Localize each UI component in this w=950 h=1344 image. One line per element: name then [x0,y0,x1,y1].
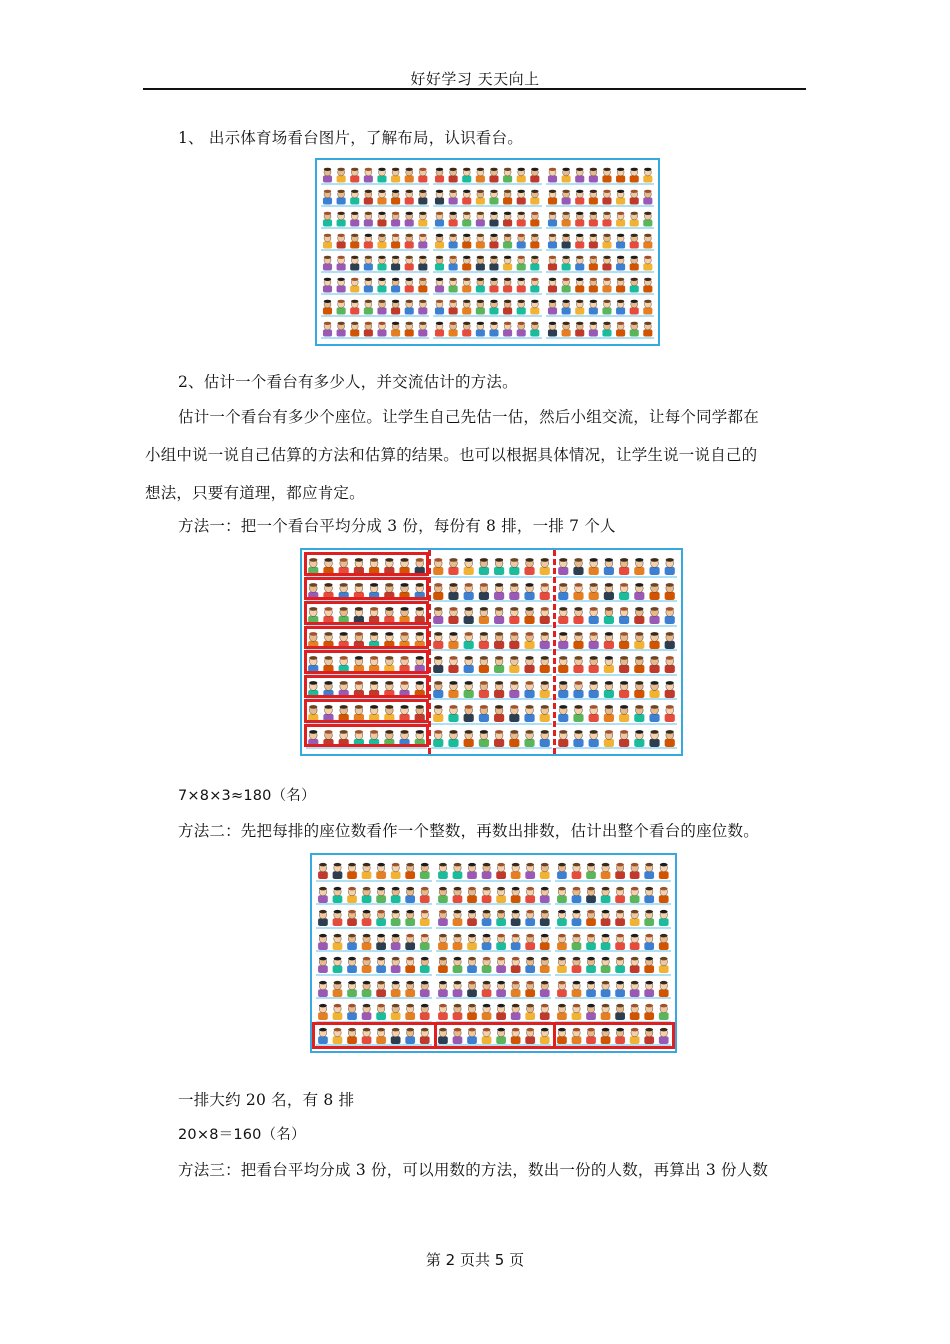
page-footer: 第 2 页共 5 页 [425,1251,525,1269]
highlight-row-box [304,675,429,699]
seat-row [433,165,541,185]
seat-row [431,653,552,676]
seat-row [431,580,552,603]
paragraph-body-line3: 想法，只要有道理，都应肯定。 [145,484,365,502]
seat-row [556,727,677,750]
seat-row [321,253,429,273]
seat-row [433,319,541,339]
method-three-text: 方法三：把看台平均分成 3 份，可以用数的方法，数出一份的人数，再算出 3 份人数 [178,1161,769,1179]
highlight-row-box [304,626,429,650]
seat-row [433,231,541,251]
seat-row [555,907,671,929]
seat-row [436,1001,552,1023]
seat-row [321,297,429,317]
seat-row [436,931,552,953]
seat-row [436,884,552,906]
highlight-row-box [304,724,429,748]
seat-row [556,702,677,725]
seat-row [546,231,654,251]
seat-row [555,860,671,882]
seat-row [431,604,552,627]
row-section-divider [553,1022,556,1050]
seat-row [555,931,671,953]
highlight-row-box [304,601,429,625]
seat-row [555,884,671,906]
seat-row [316,1001,432,1023]
equation-method-two: 20×8＝160（名） [178,1127,306,1143]
seat-row [546,209,654,229]
method-two-text: 方法二：先把每排的座位数看作一个整数，再数出排数，估计出整个看台的座位数。 [178,822,759,840]
paragraph-body-line1: 估计一个看台有多少个座位。让学生自己先估一估，然后小组交流，让每个同学都在 [178,408,759,426]
equation-method-one: 7×8×3≈180（名） [178,788,316,804]
seat-row [431,555,552,578]
seat-row [546,165,654,185]
seat-row [555,1001,671,1023]
seat-row [433,187,541,207]
highlight-row-box [304,577,429,601]
seat-row [316,884,432,906]
seat-row [556,629,677,652]
highlight-row-box [304,699,429,723]
seat-row [436,860,552,882]
seat-row [431,629,552,652]
paragraph-step1: 1、 出示体育场看台图片，了解布局，认识看台。 [178,129,523,147]
seat-row [433,209,541,229]
seat-row [556,604,677,627]
seat-row [321,209,429,229]
seat-row [433,275,541,295]
seat-row [316,954,432,976]
seat-row [321,275,429,295]
seat-row [316,860,432,882]
seat-row [556,653,677,676]
section-divider-dashed [553,550,556,754]
seat-row [436,907,552,929]
seat-row [555,954,671,976]
stadium-stands-image [315,158,660,346]
row-section-divider [434,1022,437,1050]
seat-row [556,678,677,701]
seat-row [436,978,552,1000]
paragraph-step2: 2、估计一个看台有多少人，并交流估计的方法。 [178,373,518,391]
seat-row [436,954,552,976]
highlight-row-box [304,552,429,576]
seat-row [316,978,432,1000]
section-divider-dashed [428,550,431,754]
seat-row [321,319,429,339]
seat-row [546,319,654,339]
seat-row [546,297,654,317]
method-one-text: 方法一：把一个看台平均分成 3 份，每份有 8 排，一排 7 个人 [178,517,616,535]
seat-row [431,678,552,701]
stadium-stands-divided-image [300,548,683,756]
header-divider [143,88,806,90]
highlight-row-box [304,650,429,674]
stadium-stands-one-row-image [310,853,677,1053]
seat-row [546,275,654,295]
header-text: 好好学习 天天向上 [410,70,540,88]
seat-row [546,253,654,273]
seat-row [431,727,552,750]
seat-row [433,297,541,317]
seat-row [321,231,429,251]
seat-row [433,253,541,273]
method-two-row-estimate: 一排大约 20 名，有 8 排 [178,1091,355,1109]
seat-row [546,187,654,207]
seat-row [321,187,429,207]
seat-row [321,165,429,185]
seat-row [316,907,432,929]
seat-row [556,555,677,578]
paragraph-body-line2: 小组中说一说自己估算的方法和估算的结果。也可以根据具体情况，让学生说一说自己的 [145,446,758,464]
seat-row [316,931,432,953]
highlight-bottom-row [312,1022,675,1050]
seat-row [556,580,677,603]
seat-row [555,978,671,1000]
seat-row [431,702,552,725]
